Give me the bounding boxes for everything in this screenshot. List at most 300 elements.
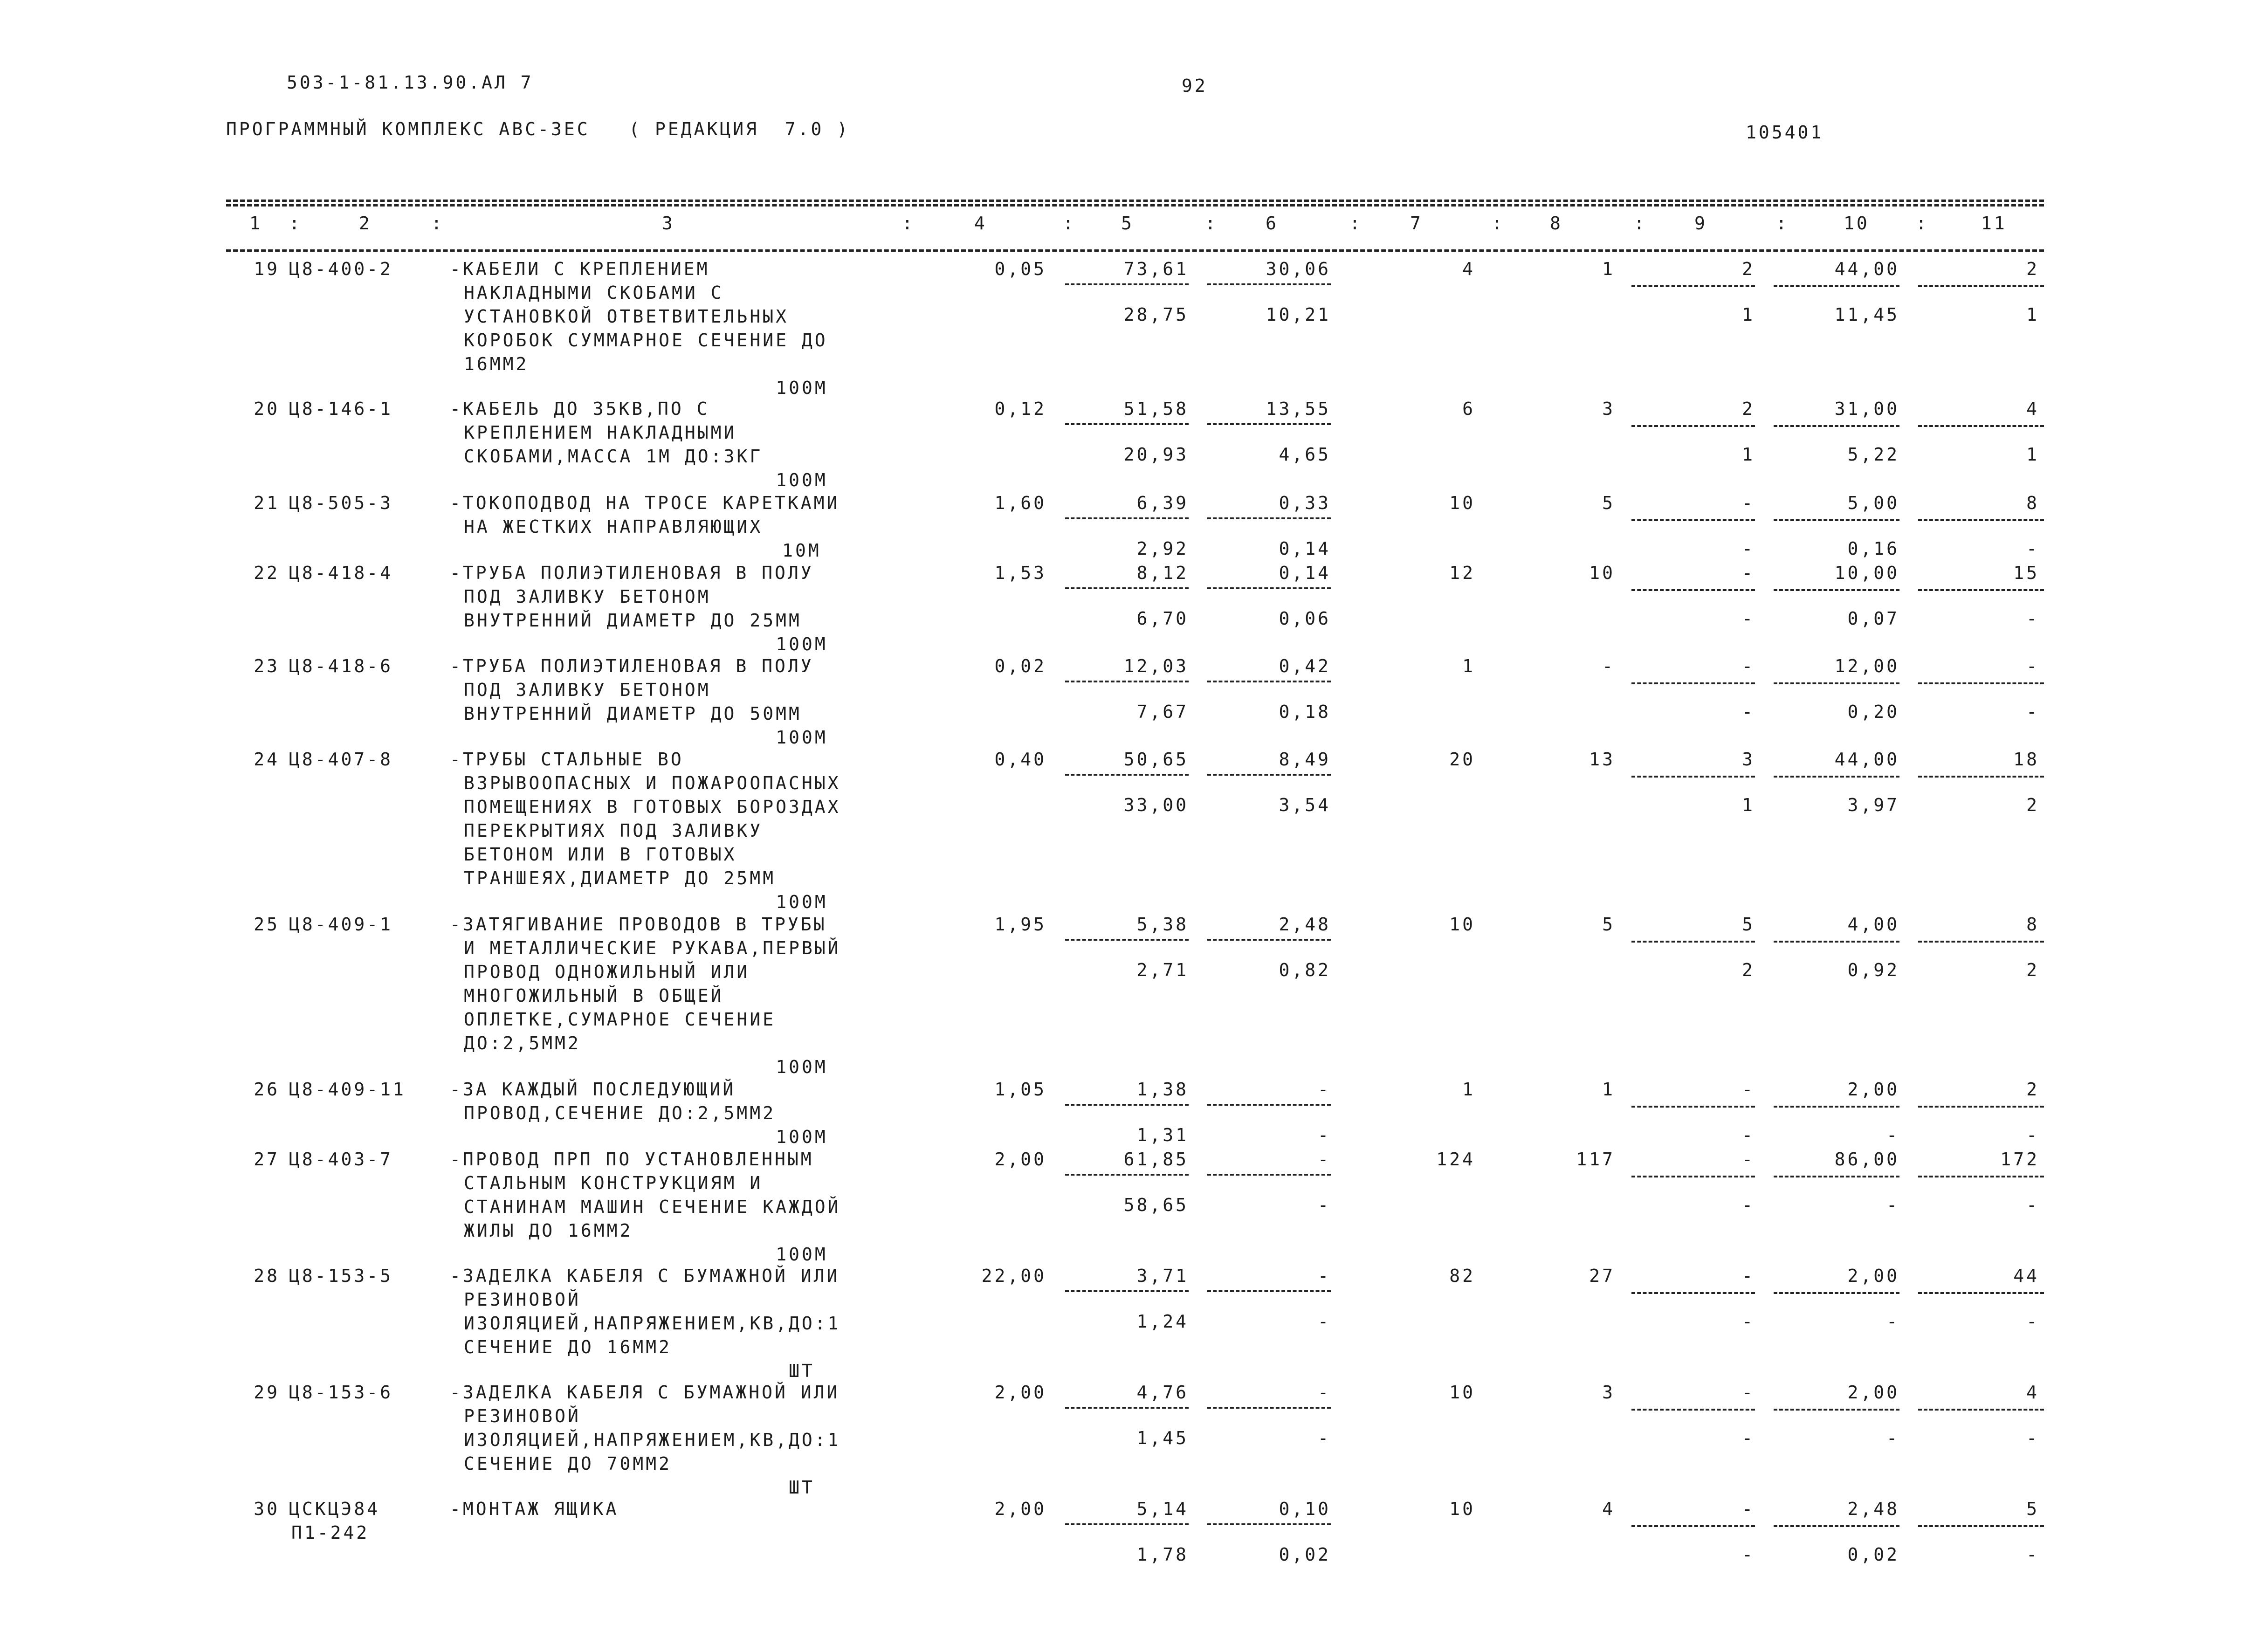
value-col6-sub: 0,82 [1279,960,1331,980]
description-line: НАКЛАДНЫМИ СКОБАМИ С [464,282,724,303]
unit-label: 100М [776,634,828,654]
column-header-7: 7 [1410,213,1423,234]
subtotal-separator [1918,1176,2044,1177]
subtotal-separator [1207,1290,1331,1292]
value-col5: 50,65 [1123,749,1189,770]
description-line: МНОГОЖИЛЬНЫЙ В ОБЩЕЙ [464,985,724,1006]
value-col11-sub: 1 [2026,304,2039,325]
subtotal-separator [1065,1104,1189,1106]
value-col11: 8 [2026,914,2039,935]
subtotal-separator [1774,941,1899,943]
value-col9-sub: 1 [1742,795,1755,815]
column-header-11: 11 [1981,213,2007,234]
value-col5: 4,76 [1136,1382,1189,1403]
description-line: ПОД ЗАЛИВКУ БЕТОНОМ [464,586,711,607]
description-line: СТАНИНАМ МАШИН СЕЧЕНИЕ КАЖДОЙ [464,1197,841,1217]
document-id: 105401 [1746,122,1824,143]
rate-code: Ц8-505-3 [289,493,393,513]
subtotal-separator [1631,776,1755,778]
value-col6-sub: - [1318,1125,1331,1145]
subtotal-separator [1631,1176,1755,1177]
subtotal-separator [1631,941,1755,943]
value-col6: 13,55 [1266,399,1331,419]
value-col5: 8,12 [1136,563,1189,583]
value-col5: 1,38 [1136,1079,1189,1100]
value-col11: 4 [2026,1382,2039,1403]
description-line: УСТАНОВКОЙ ОТВЕТВИТЕЛЬНЫХ [464,306,789,327]
description-line: РЕЗИНОВОЙ [464,1406,581,1426]
description-line: -КАБЕЛИ С КРЕПЛЕНИЕМ [450,259,710,279]
subtotal-separator [1918,1292,2044,1294]
value-col6-sub: 10,21 [1266,304,1331,325]
subtotal-separator [1774,425,1899,427]
unit-label: 100М [776,1127,828,1147]
value-col8: - [1602,656,1615,676]
column-header-1: 1 [249,213,262,234]
subtotal-separator [1207,1407,1331,1409]
value-col10-sub: 0,02 [1847,1544,1899,1565]
table-header-rule [226,249,2044,252]
value-col11-sub: - [2026,1195,2039,1215]
subtotal-separator [1918,1106,2044,1108]
value-col7: 1 [1462,1079,1475,1100]
value-col5: 3,71 [1136,1266,1189,1286]
unit-label: 100М [776,470,828,490]
value-col10: 5,00 [1847,493,1899,513]
rate-code: Ц8-146-1 [289,399,393,419]
description-line: -КАБЕЛЬ ДО 35КВ,ПО С [450,399,710,419]
value-col11-sub: 2 [2026,960,2039,980]
subtotal-separator [1774,776,1899,778]
subtotal-separator [1631,1409,1755,1411]
column-separator: : [431,213,444,234]
subtotal-separator [1774,1525,1899,1527]
value-col10-sub: - [1886,1195,1899,1215]
document-code: 503-1-81.13.90.АЛ 7 [287,72,534,93]
description-line: -ЗАТЯГИВАНИЕ ПРОВОДОВ В ТРУБЫ [450,914,827,935]
subtotal-separator [1631,1292,1755,1294]
value-col4: 1,95 [994,914,1046,935]
description-line: -ТРУБЫ СТАЛЬНЫЕ ВО [450,749,684,770]
value-col6: - [1318,1266,1331,1286]
value-col5: 51,58 [1123,399,1189,419]
value-col9: - [1742,1266,1755,1286]
value-col4: 0,12 [994,399,1046,419]
value-col10: 44,00 [1834,259,1899,279]
value-col10-sub: 0,16 [1847,538,1899,559]
value-col7: 10 [1449,493,1475,513]
table-top-rule [226,200,2044,202]
value-col10: 12,00 [1834,656,1899,676]
value-col9: - [1742,563,1755,583]
subtotal-separator [1207,587,1331,589]
value-col10: 10,00 [1834,563,1899,583]
description-line: ПЕРЕКРЫТИЯХ ПОД ЗАЛИВКУ [464,820,763,841]
subtotal-separator [1918,941,2044,943]
value-col9-sub: - [1742,702,1755,722]
row-number: 28 [254,1266,280,1286]
value-col9-sub: 2 [1742,960,1755,980]
value-col6-sub: 0,02 [1279,1544,1331,1565]
value-col11-sub: - [2026,1311,2039,1332]
rate-code-suffix: П1-242 [291,1522,370,1543]
column-header-8: 8 [1550,213,1563,234]
value-col6-sub: 3,54 [1279,795,1331,815]
unit-label: 100М [776,727,828,748]
subtotal-separator [1631,425,1755,427]
description-line: БЕТОНОМ ИЛИ В ГОТОВЫХ [464,844,737,865]
description-line: ВНУТРЕННИЙ ДИАМЕТР ДО 50ММ [464,703,802,724]
value-col6: 2,48 [1279,914,1331,935]
subtotal-separator [1065,1407,1189,1409]
value-col4: 1,05 [994,1079,1046,1100]
value-col7: 20 [1449,749,1475,770]
value-col10-sub: 3,97 [1847,795,1899,815]
value-col10-sub: 5,22 [1847,444,1899,465]
value-col7: 4 [1462,259,1475,279]
subtotal-separator [1065,283,1189,285]
description-line: -ТОКОПОДВОД НА ТРОСЕ КАРЕТКАМИ [450,493,840,513]
value-col10-sub: - [1886,1428,1899,1448]
value-col6: - [1318,1079,1331,1100]
description-line: -ЗАДЕЛКА КАБЕЛЯ С БУМАЖНОЙ ИЛИ [450,1382,840,1403]
subtotal-separator [1065,517,1189,519]
description-line: -ЗАДЕЛКА КАБЕЛЯ С БУМАЖНОЙ ИЛИ [450,1266,840,1286]
value-col6: - [1318,1149,1331,1170]
description-line: -МОНТАЖ ЯЩИКА [450,1499,619,1519]
value-col10: 2,48 [1847,1499,1899,1519]
value-col9: - [1742,1499,1755,1519]
subtotal-separator [1774,1176,1899,1177]
value-col7: 82 [1449,1266,1475,1286]
value-col6: 0,33 [1279,493,1331,513]
row-number: 22 [254,563,280,583]
value-col6: 0,14 [1279,563,1331,583]
value-col5-sub: 1,45 [1136,1428,1189,1448]
subtotal-separator [1065,423,1189,425]
rate-code: Ц8-409-1 [289,914,393,935]
value-col10: 4,00 [1847,914,1899,935]
value-col9-sub: - [1742,1544,1755,1565]
subtotal-separator [1631,589,1755,591]
value-col10: 2,00 [1847,1266,1899,1286]
description-line: ВЗРЫВООПАСНЫХ И ПОЖАРООПАСНЫХ [464,773,841,793]
value-col6-sub: 4,65 [1279,444,1331,465]
subtotal-separator [1065,1523,1189,1525]
rate-code: Ц8-153-6 [289,1382,393,1403]
description-line: ПОД ЗАЛИВКУ БЕТОНОМ [464,680,711,700]
unit-label: 100М [776,1244,828,1265]
value-col8: 27 [1589,1266,1615,1286]
subtotal-separator [1918,589,2044,591]
description-line: СЕЧЕНИЕ ДО 16ММ2 [464,1337,672,1357]
value-col8: 5 [1602,493,1615,513]
subtotal-separator [1774,285,1899,287]
description-line: -ПРОВОД ПРП ПО УСТАНОВЛЕННЫМ [450,1149,814,1170]
row-number: 20 [254,399,280,419]
value-col4: 2,00 [994,1382,1046,1403]
column-header-5: 5 [1121,213,1134,234]
subtotal-separator [1065,1290,1189,1292]
description-line: ЖИЛЫ ДО 16ММ2 [464,1220,633,1241]
value-col5: 5,38 [1136,914,1189,935]
column-separator: : [902,213,915,234]
value-col10-sub: - [1886,1311,1899,1332]
value-col11-sub: - [2026,1544,2039,1565]
value-col10: 31,00 [1834,399,1899,419]
unit-label: 100М [776,892,828,912]
subtotal-separator [1207,1174,1331,1176]
subtotal-separator [1631,1106,1755,1108]
value-col8: 4 [1602,1499,1615,1519]
value-col7: 124 [1436,1149,1475,1170]
value-col9: 2 [1742,399,1755,419]
value-col5-sub: 2,71 [1136,960,1189,980]
value-col5-sub: 1,31 [1136,1125,1189,1145]
value-col9: - [1742,493,1755,513]
description-line: ДО:2,5ММ2 [464,1033,581,1053]
value-col9-sub: - [1742,608,1755,629]
value-col10-sub: - [1886,1125,1899,1145]
subtotal-separator [1065,774,1189,776]
subtotal-separator [1207,1104,1331,1106]
subtotal-separator [1631,1525,1755,1527]
description-line: НА ЖЕСТКИХ НАПРАВЛЯЮЩИХ [464,516,763,537]
value-col11: - [2026,656,2039,676]
value-col10-sub: 0,20 [1847,702,1899,722]
description-line: -ЗА КАЖДЫЙ ПОСЛЕДУЮЩИЙ [450,1079,736,1100]
rate-code: Ц8-403-7 [289,1149,393,1170]
value-col6-sub: - [1318,1428,1331,1448]
description-line: -ТРУБА ПОЛИЭТИЛЕНОВАЯ В ПОЛУ [450,563,814,583]
value-col9: 3 [1742,749,1755,770]
column-separator: : [1916,213,1929,234]
value-col10: 44,00 [1834,749,1899,770]
value-col9-sub: 1 [1742,444,1755,465]
value-col6: - [1318,1382,1331,1403]
value-col9: 2 [1742,259,1755,279]
value-col7: 1 [1462,656,1475,676]
row-number: 30 [254,1499,280,1519]
value-col6: 8,49 [1279,749,1331,770]
value-col5-sub: 28,75 [1123,304,1189,325]
value-col11-sub: - [2026,1125,2039,1145]
value-col11: 2 [2026,259,2039,279]
row-number: 21 [254,493,280,513]
value-col4: 22,00 [981,1266,1046,1286]
value-col5-sub: 58,65 [1123,1195,1189,1215]
subtotal-separator [1918,1525,2044,1527]
value-col7: 12 [1449,563,1475,583]
value-col8: 13 [1589,749,1615,770]
value-col5: 73,61 [1123,259,1189,279]
description-line: -ТРУБА ПОЛИЭТИЛЕНОВАЯ В ПОЛУ [450,656,814,676]
row-number: 25 [254,914,280,935]
value-col5: 12,03 [1123,656,1189,676]
value-col5-sub: 2,92 [1136,538,1189,559]
value-col11: 5 [2026,1499,2039,1519]
value-col8: 1 [1602,1079,1615,1100]
rate-code: Ц8-409-11 [289,1079,406,1100]
value-col8: 5 [1602,914,1615,935]
rate-code: Ц8-418-6 [289,656,393,676]
rate-code: Ц8-153-5 [289,1266,393,1286]
subtotal-separator [1774,519,1899,521]
value-col9: - [1742,1149,1755,1170]
description-line: ПРОВОД,СЕЧЕНИЕ ДО:2,5ММ2 [464,1103,776,1123]
row-number: 19 [254,259,280,279]
value-col10: 2,00 [1847,1382,1899,1403]
subtotal-separator [1207,283,1331,285]
value-col6: 0,42 [1279,656,1331,676]
value-col8: 3 [1602,399,1615,419]
value-col5-sub: 33,00 [1123,795,1189,815]
value-col9-sub: - [1742,1125,1755,1145]
subtotal-separator [1918,1409,2044,1411]
description-line: СКОБАМИ,МАССА 1М ДО:3КГ [464,446,763,467]
subtotal-separator [1065,681,1189,682]
column-separator: : [1349,213,1362,234]
value-col11-sub: - [2026,538,2039,559]
value-col6-sub: - [1318,1311,1331,1332]
unit-label: 10М [782,540,821,561]
value-col8: 117 [1576,1149,1615,1170]
column-header-9: 9 [1694,213,1707,234]
rate-code: Ц8-400-2 [289,259,393,279]
subtotal-separator [1207,939,1331,941]
subtotal-separator [1631,285,1755,287]
value-col8: 10 [1589,563,1615,583]
unit-label: ШТ [789,1477,815,1498]
row-number: 26 [254,1079,280,1100]
value-col5-sub: 6,70 [1136,608,1189,629]
value-col8: 3 [1602,1382,1615,1403]
column-separator: : [1205,213,1218,234]
column-separator: : [1776,213,1789,234]
subtotal-separator [1207,517,1331,519]
subtotal-separator [1207,774,1331,776]
subtotal-separator [1207,423,1331,425]
value-col11: 8 [2026,493,2039,513]
column-header-2: 2 [359,213,372,234]
rate-code: Ц8-407-8 [289,749,393,770]
row-number: 29 [254,1382,280,1403]
row-number: 24 [254,749,280,770]
value-col7: 10 [1449,1382,1475,1403]
subtotal-separator [1774,1409,1899,1411]
value-col9-sub: - [1742,1311,1755,1332]
value-col4: 1,60 [994,493,1046,513]
value-col6-sub: - [1318,1195,1331,1215]
column-header-3: 3 [662,213,675,234]
subtotal-separator [1774,1292,1899,1294]
description-line: ОПЛЕТКЕ,СУМАРНОЕ СЕЧЕНИЕ [464,1009,776,1030]
value-col9: - [1742,1382,1755,1403]
value-col11-sub: - [2026,702,2039,722]
column-header-4: 4 [974,213,987,234]
value-col5: 6,39 [1136,493,1189,513]
value-col11: 44 [2013,1266,2039,1286]
value-col9: 5 [1742,914,1755,935]
description-line: СЕЧЕНИЕ ДО 70ММ2 [464,1453,672,1474]
column-separator: : [1492,213,1505,234]
value-col5-sub: 7,67 [1136,702,1189,722]
unit-label: 100М [776,1057,828,1077]
value-col5: 61,85 [1123,1149,1189,1170]
value-col11-sub: - [2026,608,2039,629]
description-line: ПОМЕЩЕНИЯХ В ГОТОВЫХ БОРОЗДАХ [464,797,841,817]
value-col10-sub: 0,92 [1847,960,1899,980]
subtotal-separator [1207,1523,1331,1525]
value-col6-sub: 0,14 [1279,538,1331,559]
value-col9-sub: - [1742,1428,1755,1448]
column-separator: : [1634,213,1647,234]
column-separator: : [289,213,302,234]
unit-label: 100М [776,378,828,398]
column-header-10: 10 [1844,213,1870,234]
value-col11-sub: 1 [2026,444,2039,465]
value-col9: - [1742,656,1755,676]
subtotal-separator [1918,425,2044,427]
subtotal-separator [1918,682,2044,684]
description-line: ИЗОЛЯЦИЕЙ,НАПРЯЖЕНИЕМ,КВ,ДО:1 [464,1313,841,1334]
subtotal-separator [1918,519,2044,521]
value-col11-sub: 2 [2026,795,2039,815]
value-col5-sub: 1,78 [1136,1544,1189,1565]
value-col4: 2,00 [994,1149,1046,1170]
value-col11: 172 [2000,1149,2039,1170]
value-col7: 10 [1449,1499,1475,1519]
description-line: 16ММ2 [464,354,529,374]
subtotal-separator [1918,285,2044,287]
value-col8: 1 [1602,259,1615,279]
description-line: РЕЗИНОВОЙ [464,1289,581,1310]
subtotal-separator [1774,682,1899,684]
value-col11-sub: - [2026,1428,2039,1448]
subtotal-separator [1774,1106,1899,1108]
value-col4: 0,05 [994,259,1046,279]
value-col5: 5,14 [1136,1499,1189,1519]
column-header-6: 6 [1266,213,1279,234]
value-col7: 6 [1462,399,1475,419]
subtotal-separator [1065,1174,1189,1176]
description-line: СТАЛЬНЫМ КОНСТРУКЦИЯМ И [464,1173,763,1193]
page-number: 92 [1182,76,1208,96]
subtotal-separator [1631,682,1755,684]
unit-label: ШТ [789,1361,815,1381]
value-col6: 0,10 [1279,1499,1331,1519]
subtotal-separator [1631,519,1755,521]
description-line: ПРОВОД ОДНОЖИЛЬНЫЙ ИЛИ [464,962,750,982]
value-col4: 1,53 [994,563,1046,583]
subtotal-separator [1207,681,1331,682]
value-col10: 2,00 [1847,1079,1899,1100]
subtotal-separator [1774,589,1899,591]
value-col6-sub: 0,06 [1279,608,1331,629]
value-col10-sub: 11,45 [1834,304,1899,325]
row-number: 23 [254,656,280,676]
value-col9-sub: - [1742,538,1755,559]
subtotal-separator [1065,587,1189,589]
rate-code: Ц8-418-4 [289,563,393,583]
description-line: КРЕПЛЕНИЕМ НАКЛАДНЫМИ [464,422,737,443]
description-line: ТРАНШЕЯХ,ДИАМЕТР ДО 25ММ [464,868,776,888]
rate-code: ЦСКЦЭ84 [289,1499,380,1519]
row-number: 27 [254,1149,280,1170]
value-col9: - [1742,1079,1755,1100]
description-line: ВНУТРЕННИЙ ДИАМЕТР ДО 25ММ [464,610,802,631]
description-line: КОРОБОК СУММАРНОЕ СЕЧЕНИЕ ДО [464,330,828,351]
